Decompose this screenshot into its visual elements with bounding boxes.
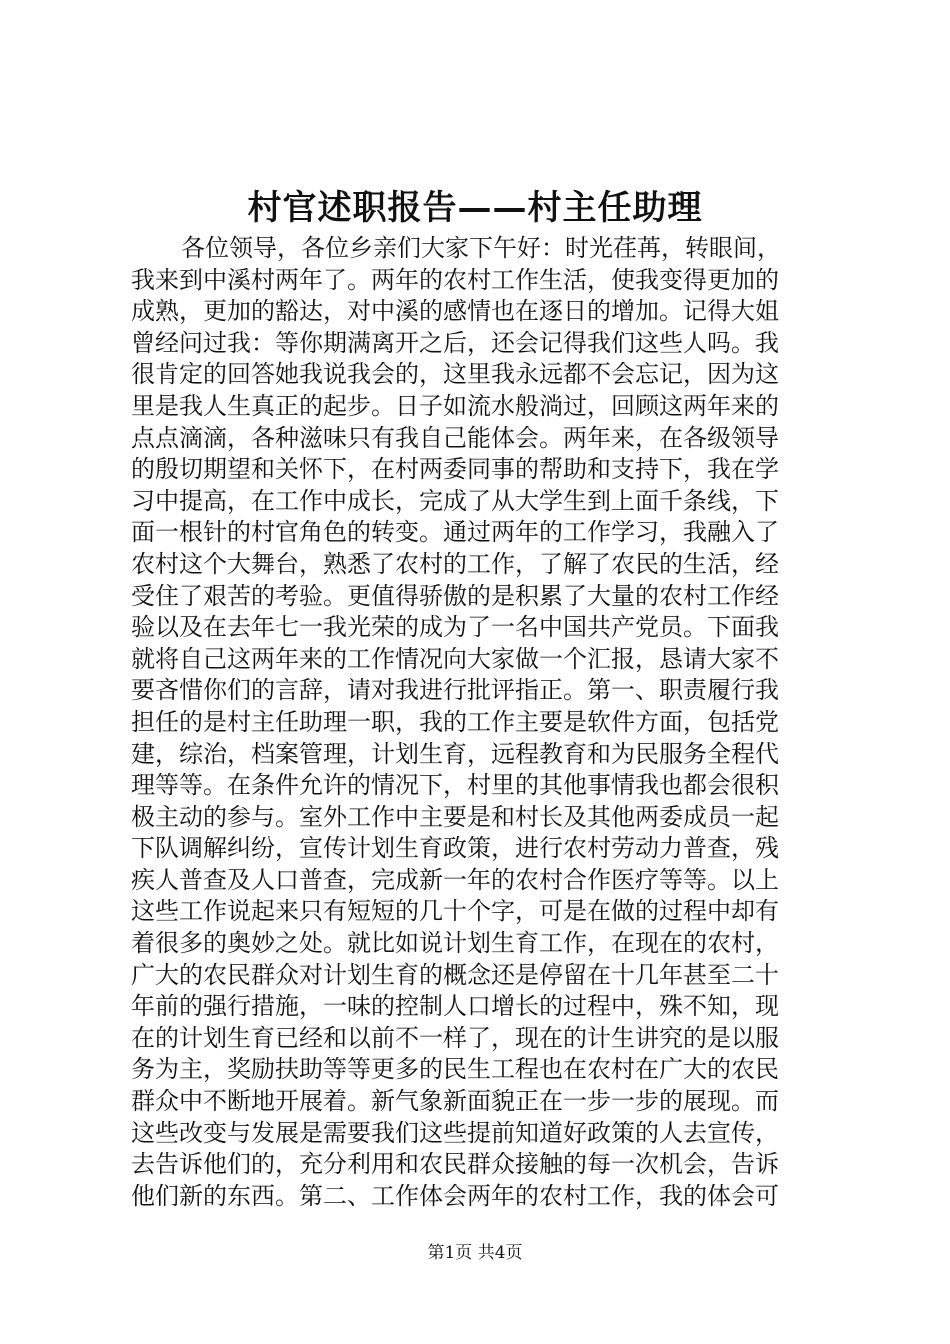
page-title: 村官述职报告——村主任助理: [247, 188, 703, 228]
body-text: [131, 233, 831, 1212]
text-line: 这些工作说起来只有短短的几十个字，可是在做的过程中却有: [131, 897, 779, 926]
text-line: 面一根针的村官角色的转变。通过两年的工作学习，我融入了: [131, 518, 779, 547]
text-line: 理等等。在条件允许的情况下，村里的其他事情我也都会很积: [131, 771, 779, 800]
page-number: 第1页 共4页: [427, 1243, 523, 1263]
text-line: 广大的农民群众对计划生育的概念还是停留在十几年甚至二十: [131, 960, 779, 989]
text-line: 建，综治，档案管理，计划生育，远程教育和为民服务全程代: [131, 739, 779, 768]
text-line: 年前的强行措施，一味的控制人口增长的过程中，殊不知，现: [131, 992, 779, 1021]
text-line: 就将自己这两年来的工作情况向大家做一个汇报，恳请大家不: [131, 644, 779, 673]
text-line: 担任的是村主任助理一职，我的工作主要是软件方面，包括党: [131, 707, 779, 736]
text-line: 很肯定的回答她我说我会的，这里我永远都不会忘记，因为这: [131, 360, 779, 389]
text-line: 在的计划生育已经和以前不一样了，现在的计生讲究的是以服: [131, 1023, 779, 1052]
text-line: 这些改变与发展是需要我们这些提前知道好政策的人去宣传，: [131, 1118, 779, 1147]
text-line: 群众中不断地开展着。新气象新面貌正在一步一步的展现。而: [131, 1087, 779, 1116]
text-line: 要吝惜你们的言辞，请对我进行批评指正。第一、职责履行我: [131, 676, 779, 705]
text-line: 曾经问过我：等你期满离开之后，还会记得我们这些人吗。我: [131, 328, 779, 357]
text-line: 点点滴滴，各种滋味只有我自己能体会。两年来，在各级领导: [131, 423, 779, 452]
text-line: 各位领导，各位乡亲们大家下午好：时光荏苒，转眼间，: [181, 234, 781, 262]
text-line: 他们新的东西。第二、工作体会两年的农村工作，我的体会可: [131, 1181, 779, 1210]
text-line: 的殷切期望和关怀下，在村两委同事的帮助和支持下，我在学: [131, 455, 779, 484]
text-line: 下队调解纠纷，宣传计划生育政策，进行农村劳动力普查，残: [131, 834, 779, 863]
text-line: 农村这个大舞台，熟悉了农村的工作，了解了农民的生活，经: [131, 549, 779, 578]
text-line: 务为主，奖励扶助等等更多的民生工程也在农村在广大的农民: [131, 1055, 779, 1084]
text-line: 我来到中溪村两年了。两年的农村工作生活，使我变得更加的: [131, 265, 779, 294]
text-line: 习中提高，在工作中成长，完成了从大学生到上面千条线，下: [131, 486, 779, 515]
text-line: 去告诉他们的，充分利用和农民群众接触的每一次机会，告诉: [131, 1150, 779, 1179]
text-line: 极主动的参与。室外工作中主要是和村长及其他两委成员一起: [131, 802, 779, 831]
text-line: 验以及在去年七一我光荣的成为了一名中国共产党员。下面我: [131, 613, 779, 642]
text-line: 着很多的奥妙之处。就比如说计划生育工作，在现在的农村，: [131, 929, 779, 958]
text-line: 里是我人生真正的起步。日子如流水般淌过，回顾这两年来的: [131, 391, 779, 420]
text-line: 受住了艰苦的考验。更值得骄傲的是积累了大量的农村工作经: [131, 581, 779, 610]
text-line: 疾人普查及人口普查，完成新一年的农村合作医疗等等。以上: [131, 865, 779, 894]
text-line: 成熟，更加的豁达，对中溪的感情也在逐日的增加。记得大姐: [131, 297, 779, 326]
